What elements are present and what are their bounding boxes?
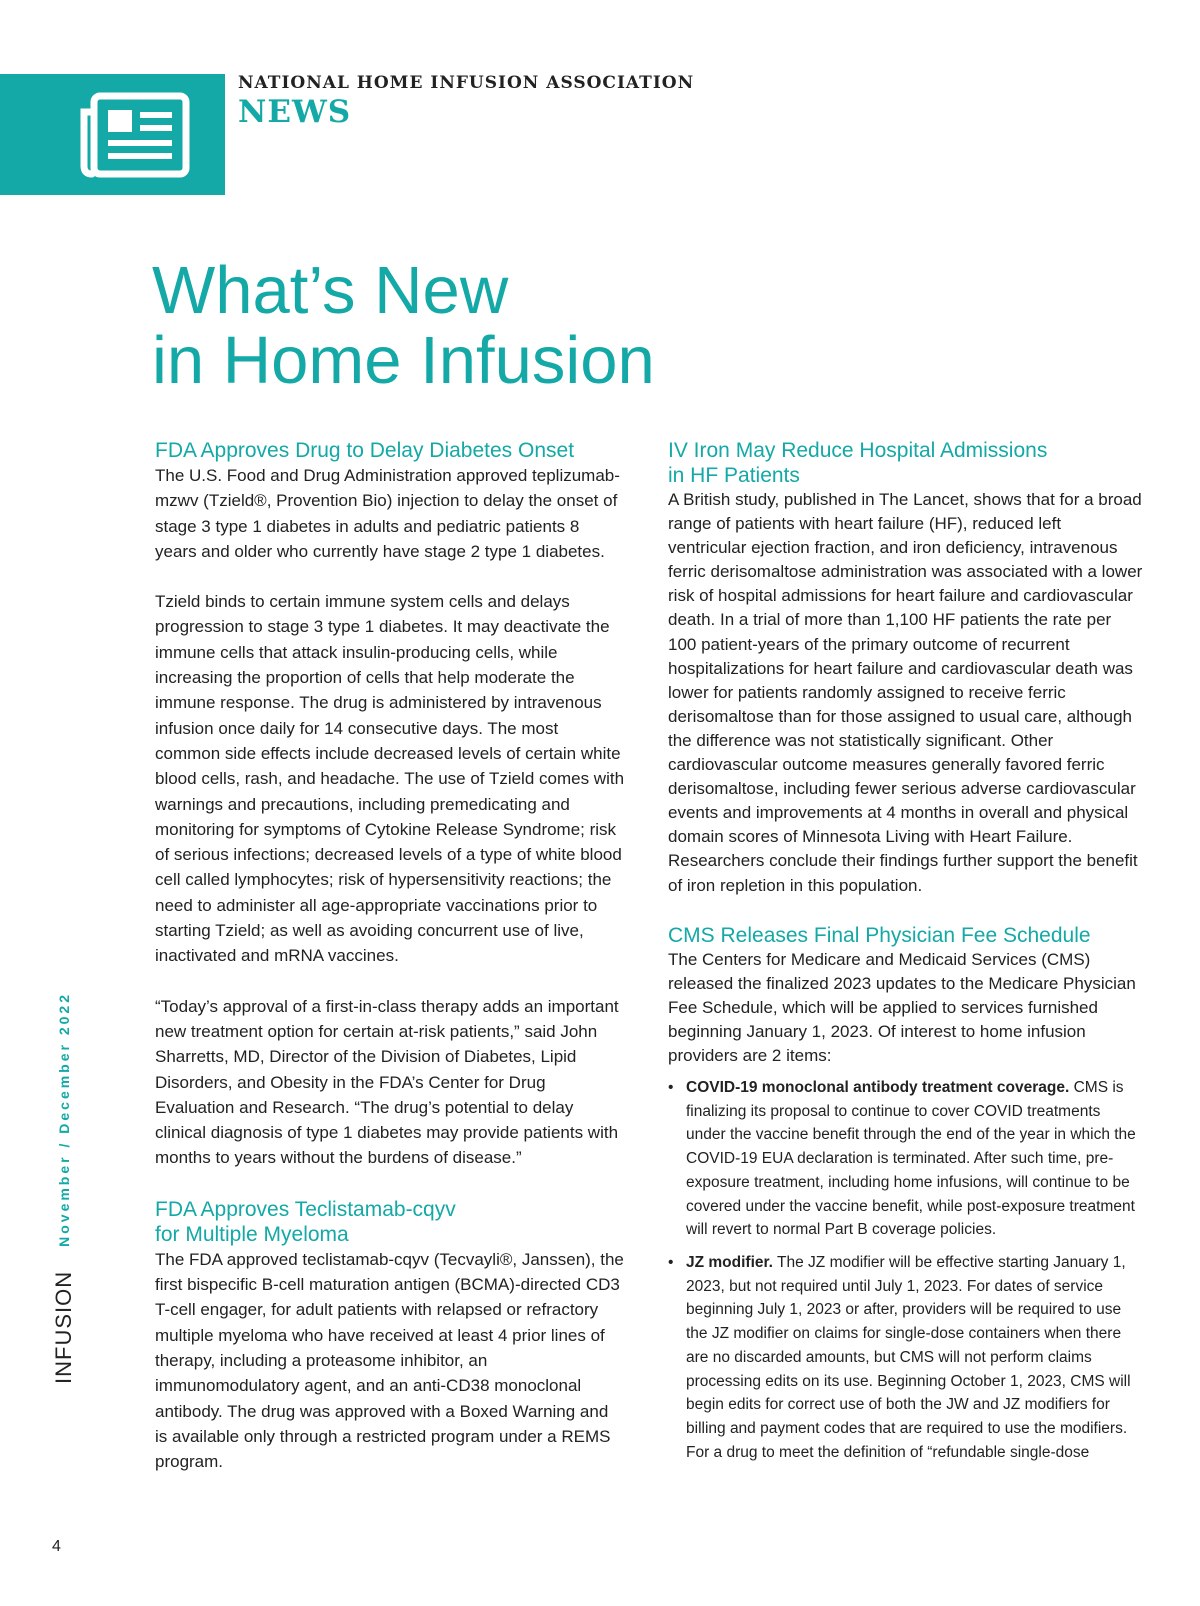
- page-number: 4: [52, 1538, 61, 1555]
- article-paragraph: Tzield binds to certain immune system cells and delays progression to stage 3 type 1 diabetes. It may deactivate the immune cells that attack insulin-producing cells, while increasing the proportion of cells that help moderate the immune response. The drug is administered by intravenous infusion once daily for 14 consecutive days. The most common side effects include decreased levels of certain white blood cells, rash, and headache. The use of Tzield comes with warnings and precautions, including premedicating and monitoring for symptoms of Cytokine Release Syndrome; risk of serious infections; decreased levels of a type of white blood cell called lymphocytes; risk of hypersensitivity reactions; the need to administer all age-appropriate vaccinations prior to starting Tzield; as well as avoiding concurrent use of live, inactivated and mRNA vaccines.: [155, 592, 625, 966]
- article-paragraph: The U.S. Food and Drug Administration approved teplizumab-mzwv (Tzield®, Provention Bio) injection to delay the onset of stage 3 type 1 diabetes in adults and pediatric patients 8 years and older who currently have stage 2 type 1 diabetes.: [155, 466, 620, 561]
- article-paragraph: A British study, published in The Lancet, shows that for a broad range of patients with heart failure (HF), reduced left ventricular ejection fraction, and iron deficiency, intravenous ferric derisomaltose administration was associated with a lower risk of hospital admissions for heart failure and cardiovascular death. In a trial of more than 1,100 HF patients the rate per 100 patient-years of the primary outcome of recurrent hospitalizations for heart failure and cardiovascular death was lower for patients randomly assigned to receive ferric derisomaltose than for those assigned to usual care, although the difference was not statistically significant. Other cardiovascular outcome measures generally favored ferric derisomaltose, including fewer serious adverse cardiovascular events and improvements at 4 months in overall and physical domain scores of Minnesota Living with Heart Failure. Researchers conclude their findings further support the benefit of iron repletion in this population.: [668, 490, 1143, 895]
- organization-name: NATIONAL HOME INFUSION ASSOCIATION: [238, 73, 695, 93]
- bullet-list: [668, 1076, 1144, 1464]
- magazine-name: INFUSION: [51, 1270, 76, 1384]
- article-paragraph: The FDA approved teclistamab-cqyv (Tecvayli®, Janssen), the first bispecific B-cell maturation antigen (BCMA)-directed CD3 T-cell engager, for adult patients with relapsed or refractory multiple myeloma who have received at least 4 prior lines of therapy, including a proteasome inhibitor, an immunomodulatory agent, and an anti-CD38 monoclonal antibody. The drug was approved with a Boxed Warning and is available only through a restricted program under a REMS program.: [155, 1249, 624, 1472]
- article-paragraph: “Today’s approval of a first-in-class therapy adds an important new treatment option for certain at-risk patients,” said John Sharretts, MD, Director of the Division of Diabetes, Lipid Disorders, and Obesity in the FDA’s Center for Drug Evaluation and Research. “The drug’s potential to delay clinical diagnosis of type 1 diabetes may provide patients with months to years without the burdens of disease.”: [155, 996, 619, 1168]
- list-item: [668, 1076, 1144, 1242]
- header-banner: [0, 74, 225, 195]
- side-footer: [51, 934, 77, 1384]
- page-title-line-2: in Home Infusion: [152, 323, 655, 398]
- article-heading-line: in HF Patients: [668, 464, 800, 487]
- bullet-text: CMS is finalizing its proposal to continue to cover COVID treatments under the vaccine benefit through the end of the year in which the COVID-19 EUA declaration is terminated. After such time, pre-exposure treatment, including home infusions, will continue to be covered under the vaccine benefit, while post-exposure treatment will revert to normal Part B coverage policies.: [686, 1079, 1136, 1239]
- list-item: [668, 1251, 1144, 1464]
- article-heading-line: for Multiple Myeloma: [155, 1222, 349, 1246]
- article-diabetes: [155, 438, 625, 1171]
- left-column: [155, 438, 625, 1474]
- article-myeloma: [155, 1197, 625, 1475]
- article-paragraph: The Centers for Medicare and Medicaid Services (CMS) released the finalized 2023 updates to the Medicare Physician Fee Schedule, which will be applied to services furnished beginning January 1, 2023. Of interest to home infusion providers are 2 items:: [668, 949, 1136, 1065]
- issue-date: November / December 2022: [56, 992, 72, 1247]
- bullet-title: JZ modifier.: [686, 1253, 773, 1271]
- page-title: [152, 253, 655, 398]
- article-heading-line: IV Iron May Reduce Hospital Admissions: [668, 439, 1048, 462]
- article-cms: [668, 923, 1144, 1465]
- article-heading: [155, 1197, 625, 1247]
- bullet-text: The JZ modifier will be effective starting January 1, 2023, but not required until July 1, 2023. For dates of service beginning July 1, 2023 or after, providers will be required to use the JZ modifier on claims for single-dose containers when there are no discarded amounts, but CMS will not perform claims processing edits on its use. Beginning October 1, 2023, CMS will begin edits for correct use of both the JW and JZ modifiers for billing and payment codes that are required to use the modifiers. For a drug to meet the definition of “refundable single-dose: [686, 1253, 1131, 1461]
- article-heading-line: FDA Approves Teclistamab-cqyv: [155, 1197, 456, 1221]
- page-title-line-1: What’s New: [152, 253, 509, 328]
- article-heading: FDA Approves Drug to Delay Diabetes Onset: [155, 439, 575, 462]
- right-column: [668, 438, 1144, 1473]
- article-iv-iron: [668, 438, 1144, 898]
- newspaper-icon: [78, 92, 190, 178]
- bullet-title: COVID-19 monoclonal antibody treatment coverage.: [686, 1079, 1070, 1097]
- article-heading: CMS Releases Final Physician Fee Schedule: [668, 923, 1091, 947]
- section-label: NEWS: [238, 94, 352, 130]
- article-heading: [668, 438, 1144, 488]
